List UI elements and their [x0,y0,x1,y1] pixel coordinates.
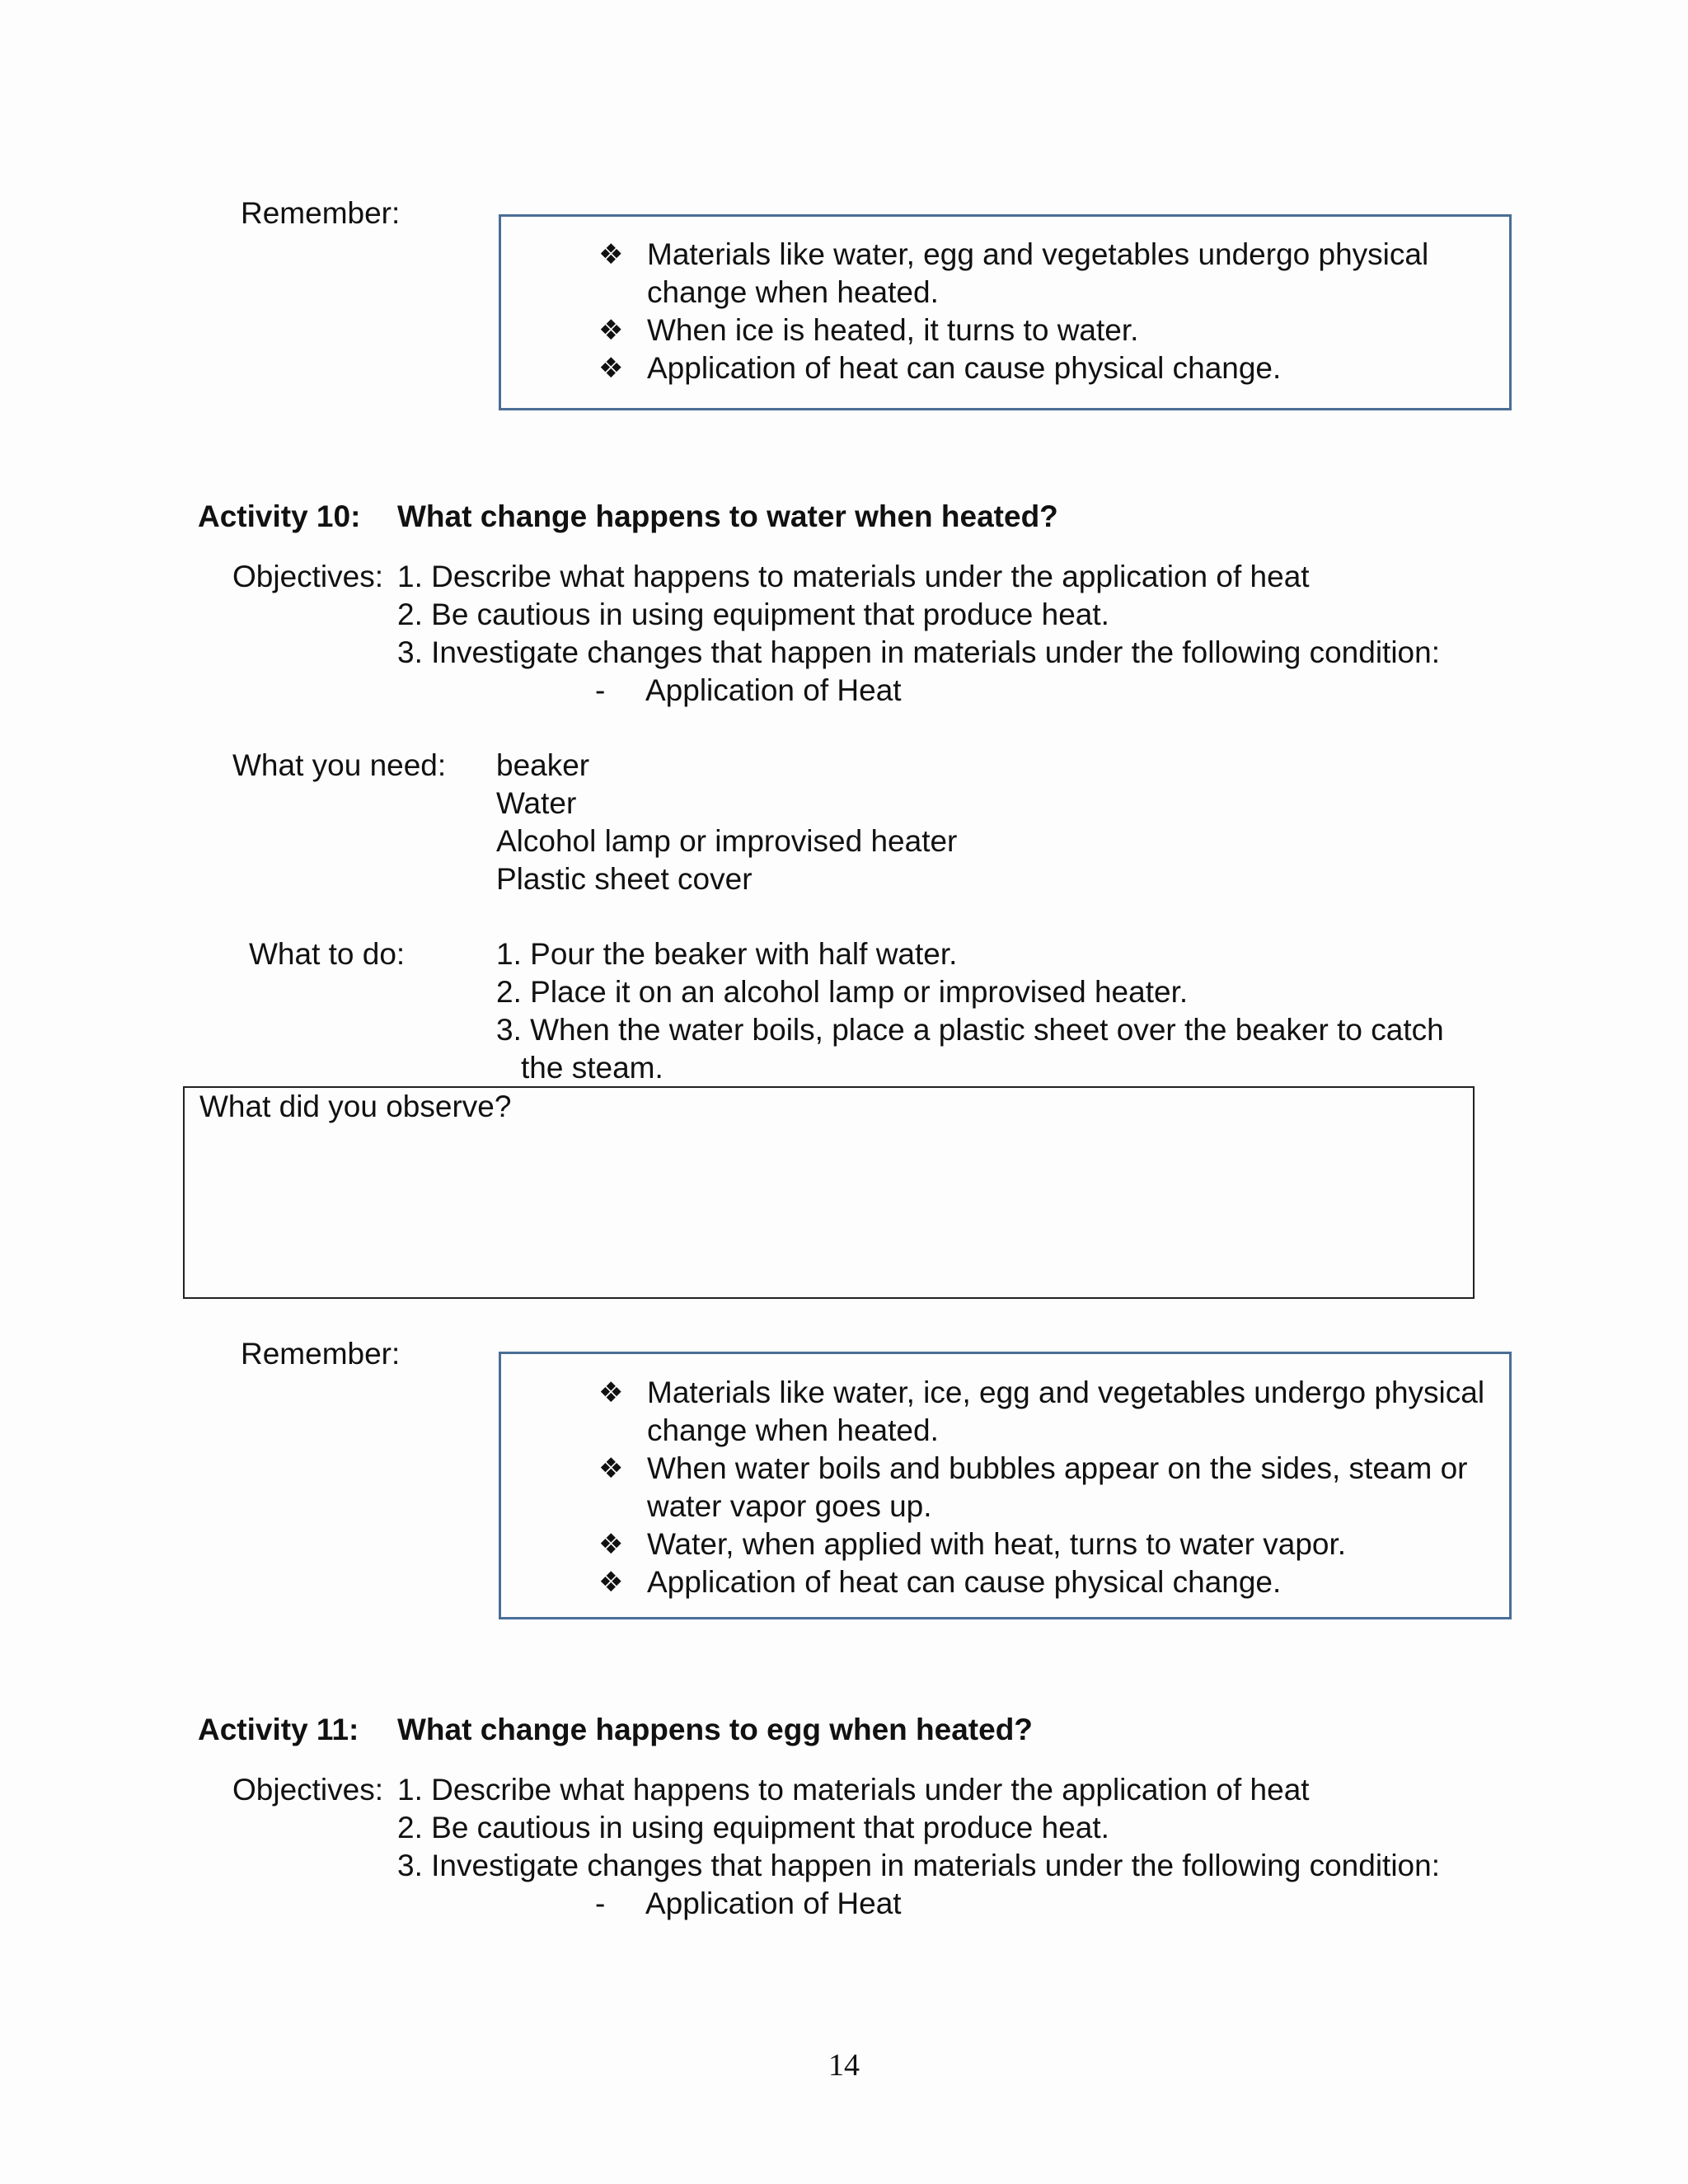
observation-prompt: What did you observe? [199,1090,512,1123]
procedure-step: 3. When the water boils, place a plastic sheet over the beaker to catch [496,1013,1444,1047]
procedure-step: 2. Place it on an alcohol lamp or improvised heater. [496,975,1189,1009]
diamond-bullet-icon: ❖ [598,314,624,347]
page-number: 14 [828,2048,860,2083]
remember-box [499,214,1512,410]
procedure-label: What to do: [249,937,406,971]
material-item: Plastic sheet cover [496,862,753,896]
diamond-bullet-icon: ❖ [598,1376,624,1409]
condition-text: Application of Heat [645,1886,902,1920]
material-item: Alcohol lamp or improvised heater [496,824,958,858]
materials-list [496,747,957,898]
objective-item: 1. Describe what happens to materials under the application of heat [397,560,1310,593]
remember-bullet: ❖ Application of heat can cause physical change. [598,349,1489,387]
objective-item: 2. Be cautious in using equipment that produce heat. [397,598,1109,631]
condition-text: Application of Heat [645,673,902,707]
activity-label: Activity 11: [198,1713,359,1746]
remember-bullet: ❖ When ice is heated, it turns to water. [598,312,1489,349]
observation-box[interactable] [183,1086,1475,1299]
material-item: Water [496,786,577,820]
diamond-bullet-icon: ❖ [598,1528,624,1561]
procedure-step: the steam. [521,1051,663,1085]
objective-item: 3. Investigate changes that happen in materials under the following condition: [397,635,1440,669]
remember-bullet: ❖ Materials like water, ice, egg and vegetables undergo physical change when heated. [598,1376,1485,1447]
objective-item: 1. Describe what happens to materials under the application of heat [397,1773,1310,1807]
condition-dash: - [595,1886,606,1920]
activity-title: What change happens to egg when heated? [397,1713,1033,1746]
remember-box [499,1352,1512,1619]
objective-item: 2. Be cautious in using equipment that produce heat. [397,1811,1109,1844]
remember-bullet: ❖ Water, when applied with heat, turns to water vapor. [598,1526,1493,1563]
condition-dash: - [595,673,606,707]
diamond-bullet-icon: ❖ [598,352,624,385]
objectives-list [397,1771,1440,1885]
remember-label: Remember: [241,1337,401,1371]
materials-label: What you need: [232,748,447,782]
objectives-list [397,558,1440,672]
remember-bullets [598,1374,1493,1601]
diamond-bullet-icon: ❖ [598,238,624,271]
activity-title: What change happens to water when heated? [397,499,1058,533]
objective-item: 3. Investigate changes that happen in materials under the following condition: [397,1849,1440,1882]
activity-label: Activity 10: [198,499,361,533]
remember-bullet: ❖ Materials like water, egg and vegetables undergo physical change when heated. [598,237,1429,309]
procedure-list [496,935,1444,1087]
objectives-label: Objectives: [232,560,384,593]
remember-bullet: ❖ Application of heat can cause physical change. [598,1563,1493,1601]
diamond-bullet-icon: ❖ [598,1566,624,1599]
diamond-bullet-icon: ❖ [598,1452,624,1485]
remember-label: Remember: [241,196,401,230]
procedure-step: 1. Pour the beaker with half water. [496,937,958,971]
objectives-label: Objectives: [232,1773,384,1807]
remember-bullet: ❖ When water boils and bubbles appear on the sides, steam or water vapor goes up. [598,1451,1468,1523]
material-item: beaker [496,748,590,782]
remember-bullets [598,236,1489,387]
